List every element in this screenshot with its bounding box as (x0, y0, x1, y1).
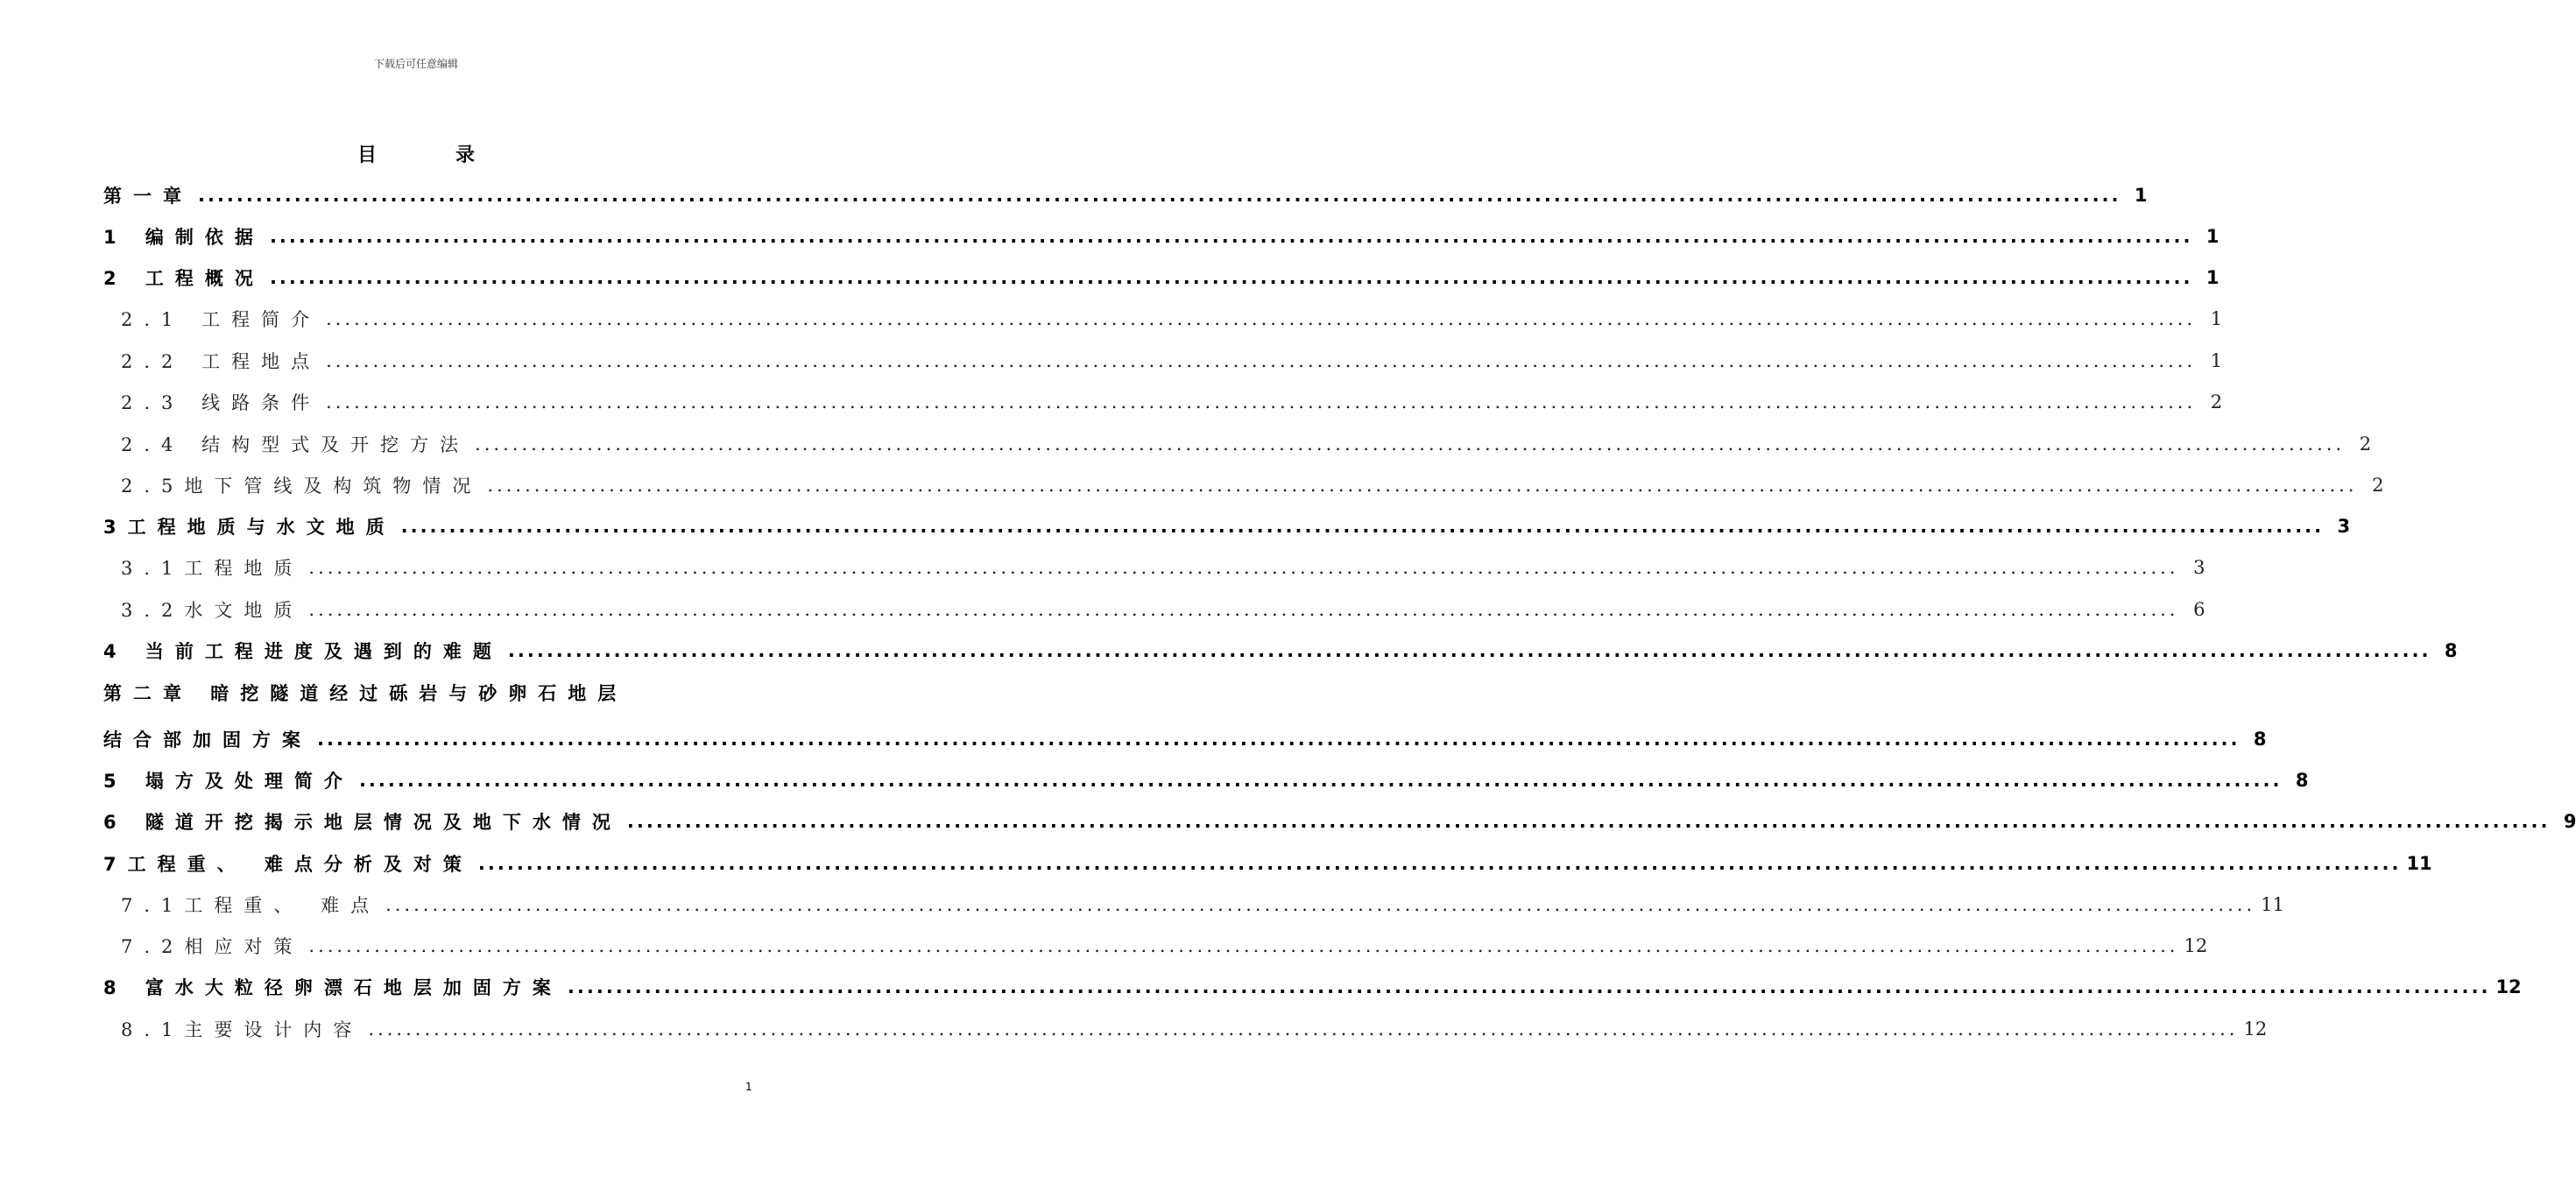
toc-entry-label: 2.5地下管线及构筑物情况 (121, 476, 483, 497)
toc-entry[interactable] (103, 431, 2372, 457)
toc-entry-label: 3.1工程地质 (121, 558, 304, 579)
toc-entry-leader: ........................................................................................................................................................................................................ (368, 1018, 2239, 1040)
toc-entry[interactable] (103, 892, 2284, 918)
toc-entry-label: 第二章 暗挖隧道经过砾岩与砂卵石地层 (103, 683, 628, 704)
toc-title-left: 目 (356, 144, 377, 166)
toc-entry-page: 8 (2253, 729, 2267, 750)
toc-entry-leader: ........................................................................................................................................................................................................ (198, 185, 2121, 206)
toc-entry-leader: ........................................................................................................................................................................................................ (269, 226, 2193, 247)
toc-entry-leader: ........................................................................................................................................................................................................ (308, 935, 2179, 956)
toc-entry-page: 12 (2243, 1018, 2268, 1040)
toc-entry-page: 1 (2210, 308, 2223, 329)
toc-entry-leader: ........................................................................................................................................................................................................ (487, 475, 2358, 496)
toc-entry-label: 结合部加固方案 (103, 729, 312, 751)
toc-entry[interactable] (103, 348, 2223, 374)
toc-entry-label: 4 当前工程进度及遇到的难题 (103, 641, 503, 662)
toc-entry-label: 3工程地质与水文地质 (103, 517, 396, 538)
toc-entry[interactable] (103, 513, 2351, 539)
toc-entry-page: 2 (2359, 433, 2372, 455)
toc-entry-page: 1 (2210, 350, 2223, 371)
toc-entry-leader: ........................................................................................................................................................................................................ (269, 267, 2193, 288)
toc-entry-leader: ........................................................................................................................................................................................................ (385, 894, 2256, 915)
toc-entry-label: 1 编制依据 (103, 227, 265, 248)
toc-entry-label: 8 富水大粒径卵漂石地层加固方案 (103, 977, 562, 998)
toc-entry[interactable] (103, 767, 2309, 793)
toc-entry-page: 1 (2134, 185, 2148, 206)
toc-entry-page: 8 (2444, 640, 2458, 661)
toc-entry-page: 1 (2205, 226, 2220, 247)
toc-entry-page: 8 (2295, 770, 2309, 791)
toc-entry[interactable] (103, 182, 2148, 208)
toc-entry-leader: ........................................................................................................................................................................................................ (507, 640, 2431, 661)
toc-title-right: 录 (455, 144, 476, 166)
toc-entry-page: 12 (2495, 976, 2522, 997)
toc-entry[interactable] (103, 596, 2205, 623)
toc-entry-page: 1 (2205, 267, 2220, 288)
toc-entry-leader: ........................................................................................................................................................................................................ (567, 976, 2491, 997)
toc-entry-leader: ........................................................................................................................................................................................................ (626, 811, 2551, 832)
toc-entry-label: 第一章 (103, 186, 193, 207)
toc-entry-label: 6 隧道开挖揭示地层情况及地下水情况 (103, 812, 622, 833)
toc-entry-page: 11 (2261, 894, 2284, 915)
toc-entry-label: 2.2 工程地点 (121, 351, 321, 372)
toc-entry-label: 7.1工程重、 难点 (121, 895, 381, 916)
toc-entry[interactable] (103, 974, 2522, 1000)
toc-entry-leader: ........................................................................................................................................................................................................ (475, 433, 2346, 455)
toc-entry-page: 3 (2337, 516, 2351, 537)
toc-entry-leader: ........................................................................................................................................................................................................ (326, 391, 2197, 412)
toc-entry-page: 6 (2193, 599, 2205, 620)
toc-entry[interactable] (103, 472, 2384, 498)
toc-entry-page: 9 (2563, 811, 2576, 832)
toc-entry-label: 7工程重、 难点分析及对策 (103, 854, 473, 875)
toc-entry[interactable] (103, 726, 2267, 752)
toc-entry-label: 2.4 结构型式及开挖方法 (121, 434, 470, 455)
toc-entry-leader: ........................................................................................................................................................................................................ (400, 516, 2325, 537)
toc-title (0, 140, 832, 167)
page-header: 下载后可任意编辑 (373, 58, 458, 70)
toc-entry-page: 2 (2210, 391, 2223, 412)
toc-entry[interactable] (103, 1016, 2268, 1042)
toc-entry[interactable] (103, 264, 2220, 291)
toc-entry-leader: ........................................................................................................................................................................................................ (308, 557, 2179, 578)
toc-entry[interactable] (103, 306, 2223, 332)
toc-entry-page: 3 (2193, 557, 2205, 578)
toc-entry-page: 12 (2184, 935, 2208, 956)
toc-entry-page: 11 (2406, 853, 2432, 874)
toc-entry-leader: ........................................................................................................................................................................................................ (308, 599, 2179, 620)
toc-entry[interactable] (103, 554, 2205, 581)
toc-entry[interactable] (103, 808, 2576, 835)
toc-entry-leader: ........................................................................................................................................................................................................ (317, 729, 2241, 750)
toc-entry-label: 5 塌方及处理简介 (103, 771, 354, 792)
toc-entry-label: 2 工程概况 (103, 268, 265, 289)
toc-entry-label: 3.2水文地质 (121, 600, 304, 621)
page-number: 1 (745, 1081, 752, 1093)
toc-entry-label: 2.3 线路条件 (121, 392, 321, 413)
toc-entry-leader: ........................................................................................................................................................................................................ (326, 308, 2197, 329)
toc-entry-label: 2.1 工程简介 (121, 309, 321, 330)
toc-entry[interactable] (103, 850, 2432, 877)
toc-entry-page: 2 (2372, 475, 2384, 496)
toc-entry[interactable] (103, 680, 743, 706)
toc-entry-label: 7.2相应对策 (121, 936, 304, 957)
toc-entry-label: 8.1主要设计内容 (121, 1019, 363, 1040)
toc-entry-leader: ........................................................................................................................................................................................................ (358, 770, 2283, 791)
toc-entry[interactable] (103, 638, 2458, 664)
toc-entry[interactable] (103, 389, 2223, 415)
toc-entry[interactable] (103, 223, 2220, 250)
toc-entry[interactable] (103, 933, 2208, 959)
toc-entry-leader: ........................................................................................................................................................................................................ (326, 350, 2197, 371)
toc-entry-leader: ........................................................................................................................................................................................................ (477, 853, 2402, 874)
